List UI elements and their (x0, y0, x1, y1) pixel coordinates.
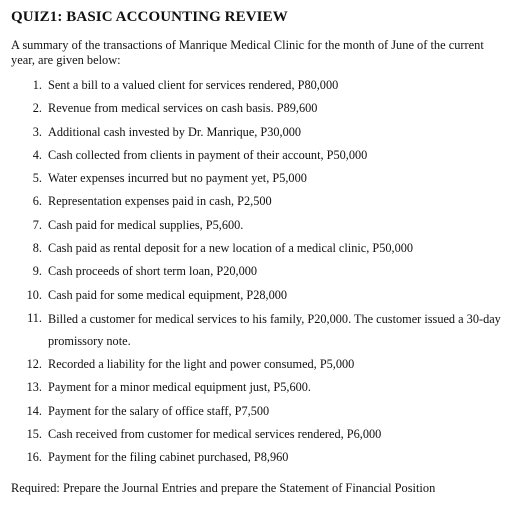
list-item (11, 241, 511, 256)
item-number: 11. (27, 310, 42, 325)
item-text: Representation expenses paid in cash, P2,500 (48, 194, 272, 209)
item-number: 10. (26, 287, 42, 302)
item-number: 8. (32, 241, 42, 256)
item-number: 15. (26, 426, 42, 441)
item-number: 4. (32, 147, 42, 162)
item-text: Water expenses incurred but no payment yet, P5,000 (48, 171, 307, 186)
item-text: Cash received from customer for medical services rendered, P6,000 (48, 426, 382, 441)
item-text: Cash collected from clients in payment of their account, P50,000 (48, 147, 368, 162)
item-number: 6. (32, 194, 42, 209)
item-text: Revenue from medical services on cash basis. P89,600 (48, 101, 318, 116)
list-item (11, 171, 511, 186)
list-item (11, 380, 511, 395)
list-item (11, 125, 511, 140)
item-number: 13. (26, 380, 42, 395)
item-text: Sent a bill to a valued client for services rendered, P80,000 (48, 78, 339, 92)
transaction-list (11, 78, 511, 465)
list-item (11, 218, 511, 233)
list-item (11, 101, 511, 116)
item-text: Recorded a liability for the light and power consumed, P5,000 (48, 356, 355, 371)
item-number: 2. (32, 101, 42, 116)
list-item (11, 148, 511, 163)
list-item (11, 427, 511, 442)
list-item (11, 357, 511, 372)
item-text: Payment for the filing cabinet purchased, P8,960 (48, 450, 289, 465)
list-item (11, 194, 511, 209)
quiz-title: QUIZ1: BASIC ACCOUNTING REVIEW (11, 9, 288, 25)
item-number: 9. (32, 264, 42, 279)
item-number: 5. (32, 171, 42, 186)
item-number: 3. (32, 124, 42, 139)
item-text: Billed a customer for medical services to his family, P20,000. The customer issued a 30-day promissory note. (48, 311, 501, 348)
item-text: Cash paid as rental deposit for a new location of a medical clinic, P50,000 (48, 241, 414, 256)
item-number: 16. (26, 450, 42, 465)
intro-paragraph: A summary of the transactions of Manrique Medical Clinic for the month of June of the current year, are given below: (11, 38, 484, 67)
list-item (11, 404, 511, 419)
item-number: 12. (26, 356, 42, 371)
list-item (11, 311, 511, 352)
item-text: Cash proceeds of short term loan, P20,000 (48, 264, 258, 279)
item-text: Payment for the salary of office staff, P7,500 (48, 403, 270, 418)
item-number: 1. (32, 78, 42, 92)
item-text: Payment for a minor medical equipment just, P5,600. (48, 380, 311, 395)
item-text: Additional cash invested by Dr. Manrique, P30,000 (48, 124, 302, 139)
required-instruction: Required: Prepare the Journal Entries and prepare the Statement of Financial Position (11, 481, 436, 495)
list-item (11, 78, 511, 93)
item-number: 7. (32, 217, 42, 232)
list-item (11, 450, 511, 465)
item-text: Cash paid for medical supplies, P5,600. (48, 217, 244, 232)
list-item (11, 288, 511, 303)
list-item (11, 264, 511, 279)
item-text: Cash paid for some medical equipment, P28,000 (48, 287, 288, 302)
item-number: 14. (26, 403, 42, 418)
